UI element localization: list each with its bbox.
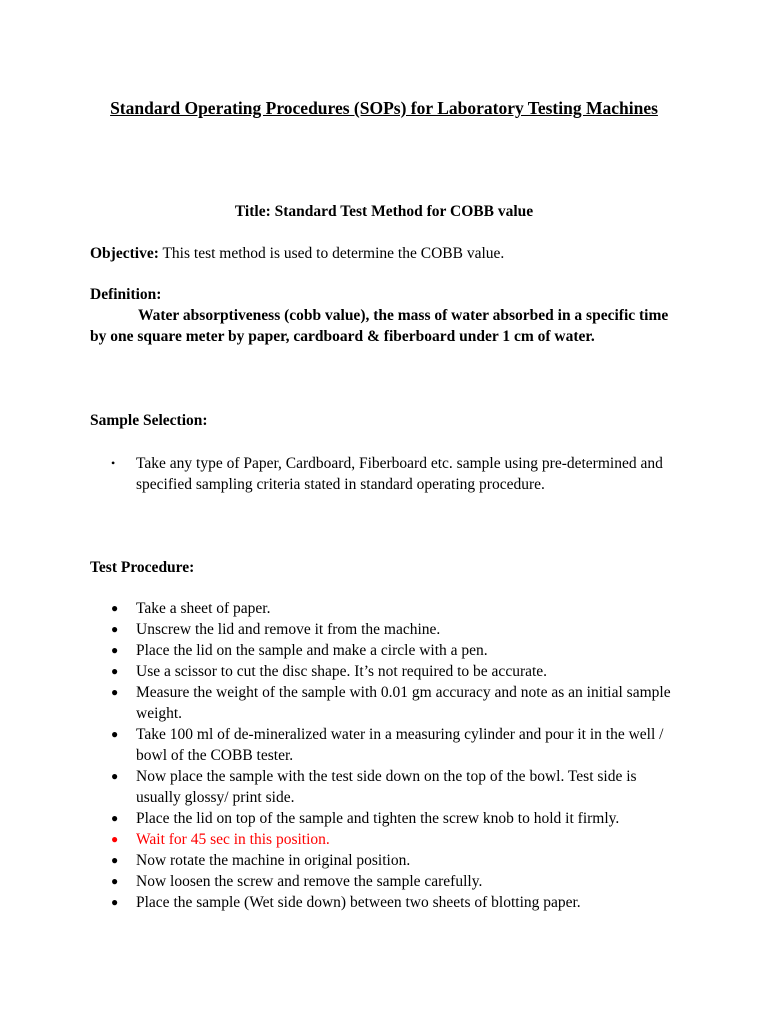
bullet-icon: ● [111, 664, 119, 678]
list-item-text: Use a scissor to cut the disc shape. It’s not required to be accurate. [136, 663, 548, 680]
bullet-icon: ● [111, 769, 119, 783]
list-item [90, 850, 680, 871]
document-title: Standard Operating Procedures (SOPs) for Laboratory Testing Machines [110, 98, 658, 118]
list-item [90, 619, 680, 640]
list-item [90, 871, 680, 892]
sample-selection-list [90, 453, 680, 495]
list-item [90, 661, 680, 682]
list-item [90, 598, 680, 619]
list-item [90, 766, 680, 808]
bullet-icon: ● [111, 601, 119, 615]
list-item-text: Take any type of Paper, Cardboard, Fiberboard etc. sample using pre-determined and specified sampling criteria stated in standard operating procedure. [136, 455, 663, 493]
objective-paragraph [90, 243, 504, 264]
list-item-text: Wait for 45 sec in this position. [136, 831, 330, 848]
bullet-icon: • [111, 456, 116, 470]
test-procedure-list [90, 598, 680, 913]
list-item [90, 640, 680, 661]
bullet-icon: ● [111, 832, 119, 846]
list-item-text: Take a sheet of paper. [136, 600, 271, 617]
objective-text: This test method is used to determine the COBB value. [158, 245, 505, 262]
bullet-icon: ● [111, 643, 119, 657]
bullet-icon: ● [111, 853, 119, 867]
test-method-title: Title: Standard Test Method for COBB value [234, 203, 534, 220]
bullet-icon: ● [111, 622, 119, 636]
list-item [90, 724, 680, 766]
objective-label: Objective: [90, 245, 159, 262]
list-item [90, 808, 680, 829]
list-item-highlighted [90, 829, 680, 850]
list-item-text: Now place the sample with the test side down on the top of the bowl. Test side is usually glossy/ print side. [136, 768, 637, 806]
list-item-text: Place the lid on the sample and make a circle with a pen. [136, 642, 488, 659]
list-item [90, 892, 680, 913]
list-item-text: Now loosen the screw and remove the sample carefully. [136, 873, 483, 890]
list-item [90, 453, 680, 495]
list-item-text: Place the sample (Wet side down) between two sheets of blotting paper. [136, 894, 581, 911]
list-item-text: Now rotate the machine in original position. [136, 852, 411, 869]
test-procedure-heading: Test Procedure: [90, 559, 195, 576]
definition-heading: Definition: [90, 286, 162, 303]
bullet-icon: ● [111, 895, 119, 909]
definition-text: Water absorptiveness (cobb value), the mass of water absorbed in a specific time by one square meter by paper, cardboard & fiberboard under 1 cm of water. [90, 307, 669, 345]
list-item [90, 682, 680, 724]
bullet-icon: ● [111, 727, 119, 741]
bullet-icon: ● [111, 811, 119, 825]
list-item-text: Unscrew the lid and remove it from the machine. [136, 621, 441, 638]
bullet-icon: ● [111, 874, 119, 888]
list-item-text: Place the lid on top of the sample and tighten the screw knob to hold it firmly. [136, 810, 620, 827]
list-item-text: Take 100 ml of de-mineralized water in a measuring cylinder and pour it in the well / bowl of the COBB tester. [136, 726, 664, 764]
list-item-text: Measure the weight of the sample with 0.01 gm accuracy and note as an initial sample weight. [136, 684, 671, 722]
bullet-icon: ● [111, 685, 119, 699]
sample-selection-heading: Sample Selection: [90, 412, 208, 429]
